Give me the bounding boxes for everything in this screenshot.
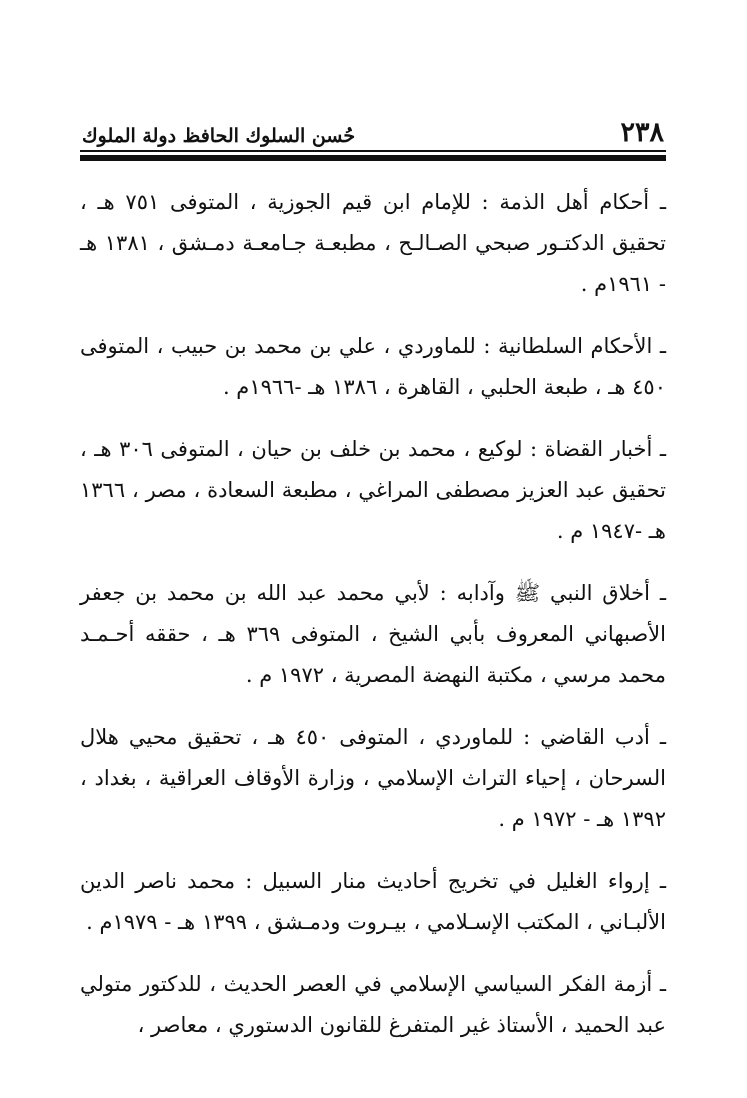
page-number: ٢٣٨ — [620, 117, 664, 148]
bibliography-entry: ـ أدب القاضي : للماوردي ، المتوفى ٤٥٠ هـ ، تحقيق محيي هلال السرحان ، إحياء التراث الإسلامي ، وزارة الأوقاف العراقية ، بغداد ، ١٣٩٢ هـ - ١٩٧٢ م . — [80, 725, 666, 831]
page-header — [80, 108, 666, 146]
bibliography-entry: ـ أزمة الفكر السياسي الإسلامي في العصر الحديث ، للدكتور متولي عبد الحميد ، الأستاذ غير المتفرغ للقانون الدستوري ، معاصر ، — [80, 972, 666, 1037]
bibliography-list — [80, 182, 666, 1046]
bibliography-entry: ـ أحكام أهل الذمة : للإمام ابن قيم الجوزية ، المتوفى ٧٥١ هـ ، تحقيق الدكتـور صبحي الصـالـح ، مطبعـة جـامعـة دمـشق ، ١٣٨١ هـ - ١٩٦١م . — [80, 190, 666, 296]
running-title: حُسن السلوك الحافظ دولة الملوك — [82, 125, 356, 147]
book-page — [80, 108, 666, 1068]
header-rule-thick — [80, 155, 666, 161]
bibliography-entry: ـ أخلاق النبي ﷺ وآدابه : لأبي محمد عبد الله بن محمد بن جعفر الأصبهاني المعروف بأبي الشيخ ، المتوفى ٣٦٩ هـ ، حققه أحـمـد محمد مرسي ، مكتبة النهضة المصرية ، ١٩٧٢ م . — [80, 581, 666, 687]
bibliography-entry: ـ أخبار القضاة : لوكيع ، محمد بن خلف بن حيان ، المتوفى ٣٠٦ هـ ، تحقيق عبد العزيز مصطفى المراغي ، مطبعة السعادة ، مصر ، ١٣٦٦ هـ -١٩٤٧ م . — [80, 437, 666, 543]
bibliography-entry: ـ الأحكام السلطانية : للماوردي ، علي بن محمد بن حبيب ، المتوفى ٤٥٠ هـ ، طبعة الحلبي ، القاهرة ، ١٣٨٦ هـ -١٩٦٦م . — [80, 334, 666, 399]
header-rule-thin — [80, 150, 666, 152]
bibliography-entry: ـ إرواء الغليل في تخريج أحاديث منار السبيل : محمد ناصر الدين الألبـاني ، المكتب الإسـلامي ، بيـروت ودمـشق ، ١٣٩٩ هـ - ١٩٧٩م . — [80, 869, 666, 934]
